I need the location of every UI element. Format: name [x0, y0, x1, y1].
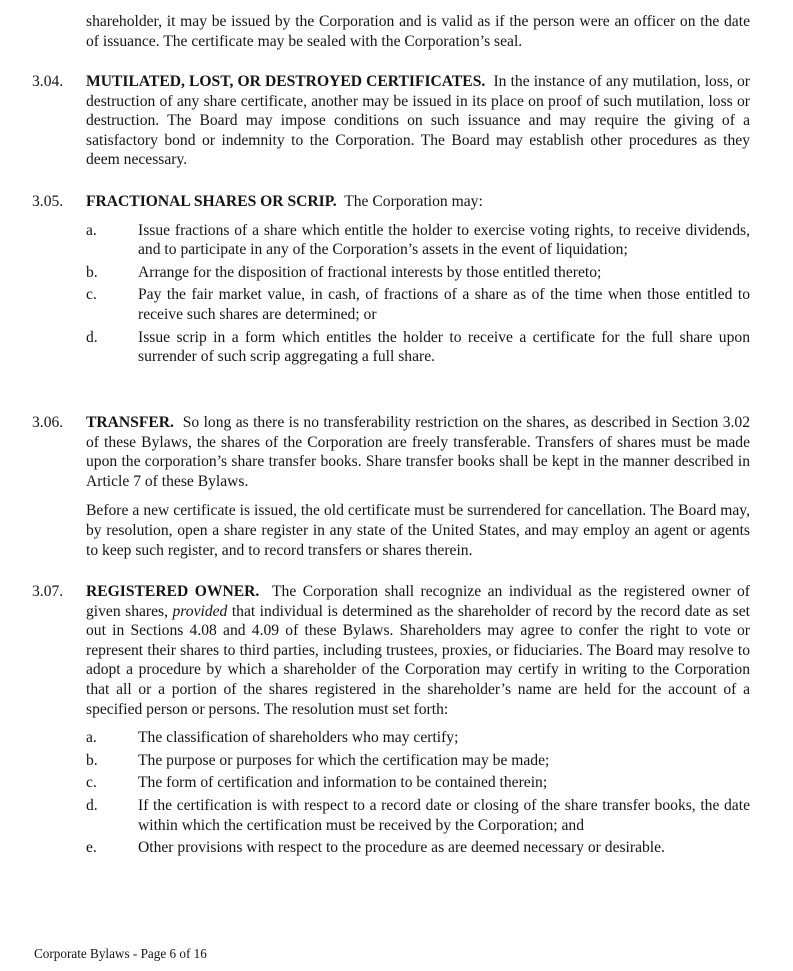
section-number: 3.07.	[32, 583, 64, 600]
section-number: 3.05.	[32, 193, 64, 210]
list-label: b.	[86, 751, 98, 769]
list-text: The purpose or purposes for which the certification may be made;	[138, 751, 550, 769]
section-3-07	[32, 582, 750, 861]
list-text: Pay the fair market value, in cash, of fractions of a share as of the time when those entitled to receive such shares are determined; or	[138, 286, 750, 323]
section-number: 3.04.	[32, 73, 64, 90]
list-text: Other provisions with respect to the procedure as are deemed necessary or desirable.	[138, 839, 665, 857]
list-item	[86, 838, 750, 858]
section-text-2: Before a new certificate is issued, the old certificate must be surrendered for cancellation. The Board may, by resolution, open a share register in any state of the United States, and may employ an agent or agents to keep such register, and to record transfers or shares therein.	[86, 502, 750, 559]
page-footer: Corporate Bylaws - Page 6 of 16	[34, 946, 207, 961]
list-item	[86, 773, 750, 793]
list-label: b.	[86, 263, 98, 281]
list-item	[86, 728, 750, 748]
section-3-05	[32, 192, 750, 370]
list-label: c.	[86, 774, 97, 792]
section-3-04	[32, 72, 750, 170]
section-heading: FRACTIONAL SHARES OR SCRIP.	[86, 193, 337, 210]
resolution-list	[86, 728, 750, 858]
list-text: If the certification is with respect to a record date or closing of the share transfer books, the date within which the certification must be received by the Corporation; and	[138, 796, 750, 834]
list-item	[86, 796, 750, 835]
fractional-shares-list	[86, 221, 750, 367]
section-text: So long as there is no transferability restriction on the shares, as described in Section 3.02 of these Bylaws, the shares of the Corporation are freely transferable. Transfers of shares must be made upon the corporation’s share transfer books. Share transfer books shall be kept in the manner described in Article 7 of these Bylaws.	[86, 414, 750, 490]
section-text: In the instance of any mutilation, loss, or destruction of any share certificate, another may be issued in its place on proof of such mutilation, loss or destruction. The Board may impose conditions on such issuance and may require the giving of a satisfactory bond or indemnity to the Corporation. The Board may establish other procedures as they deem necessary.	[86, 73, 750, 169]
list-label: a.	[86, 221, 97, 239]
list-text: Issue scrip in a form which entitles the holder to receive a certificate for the full share upon surrender of such scrip aggregating a full share.	[138, 328, 750, 366]
section-text: The Corporation shall recognize an individual as the registered owner of given shares,	[86, 583, 750, 620]
intro-text: shareholder, it may be issued by the Corporation and is valid as if the person were an officer on the date of issuance. The certificate may be sealed with the Corporation’s seal.	[86, 13, 750, 50]
section-text-continued: that individual is determined as the shareholder of record by the record date as set out in Sections 4.08 and 4.09 of these Bylaws. Shareholders may agree to confer the right to vote or represent their shares to third parties, including trustees, proxies, or fiduciaries. The Board may resolve to adopt a procedure by which a shareholder of the Corporation may certify in writing to the Corporation that all or a portion of the shares registered in the shareholder’s name are held for the account of a specified person or persons. The resolution must set forth:	[86, 602, 750, 718]
list-text: The classification of shareholders who may certify;	[138, 729, 459, 747]
list-label: d.	[86, 796, 98, 814]
section-heading: MUTILATED, LOST, OR DESTROYED CERTIFICATES.	[86, 73, 486, 90]
list-item	[86, 285, 750, 324]
list-label: d.	[86, 328, 98, 346]
section-heading: REGISTERED OWNER.	[86, 583, 260, 600]
section-heading: TRANSFER.	[86, 414, 174, 431]
list-item	[86, 328, 750, 367]
list-text: Issue fractions of a share which entitle the holder to exercise voting rights, to receive dividends, and to participate in any of the Corporation’s assets in the event of liquidation;	[138, 221, 750, 259]
list-label: e.	[86, 839, 97, 857]
list-label: a.	[86, 729, 97, 747]
section-number: 3.06.	[32, 414, 64, 431]
list-item	[86, 263, 750, 283]
list-label: c.	[86, 286, 97, 304]
list-item	[86, 751, 750, 771]
section-text: The Corporation may:	[344, 193, 483, 210]
list-item	[86, 221, 750, 260]
intro-paragraph	[32, 12, 750, 51]
list-text: Arrange for the disposition of fractional interests by those entitled thereto;	[138, 263, 602, 281]
emphasis-provided: provided	[172, 602, 228, 620]
section-3-06	[32, 413, 750, 560]
list-text: The form of certification and information to be contained therein;	[138, 774, 548, 792]
